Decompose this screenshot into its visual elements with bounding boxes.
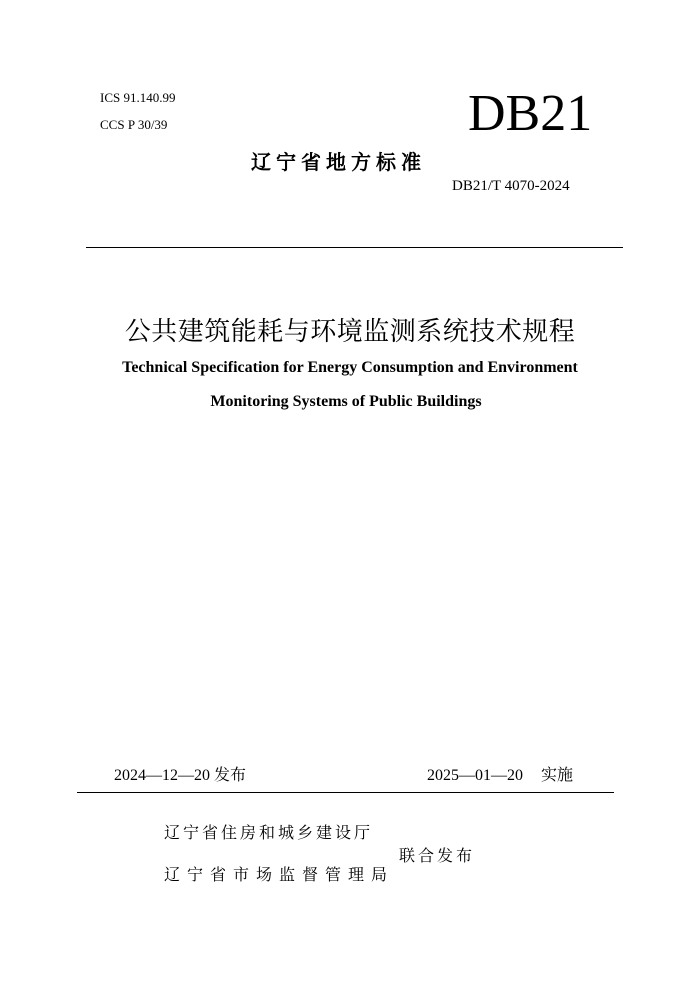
ccs-code: CCS P 30/39 (100, 117, 168, 132)
implement-label: 实施 (541, 765, 574, 784)
db-logo: DB21 (468, 85, 593, 142)
implement-info (427, 762, 573, 785)
publish-label: 发布 (214, 765, 247, 784)
top-divider (86, 247, 623, 248)
standard-category: 辽宁省地方标准 (251, 150, 426, 174)
title-english-line2: Monitoring Systems of Public Buildings (210, 393, 482, 410)
issuer-market-admin: 辽宁省市场监督管理局 (164, 865, 395, 884)
title-chinese: 公共建筑能耗与环境监测系统技术规程 (124, 317, 576, 347)
publish-date: 2024—12—20 (114, 767, 210, 784)
publish-info (114, 762, 246, 785)
ics-code: ICS 91.140.99 (100, 90, 176, 105)
implement-date: 2025—01—20 (427, 767, 523, 784)
bottom-divider (77, 792, 614, 793)
title-english-line1: Technical Specification for Energy Consumption and Environment (122, 359, 578, 376)
joint-issue-label: 联合发布 (399, 846, 476, 865)
issuer-housing-dept: 辽宁省住房和城乡建设厅 (164, 823, 374, 842)
standard-number: DB21/T 4070-2024 (452, 178, 570, 194)
